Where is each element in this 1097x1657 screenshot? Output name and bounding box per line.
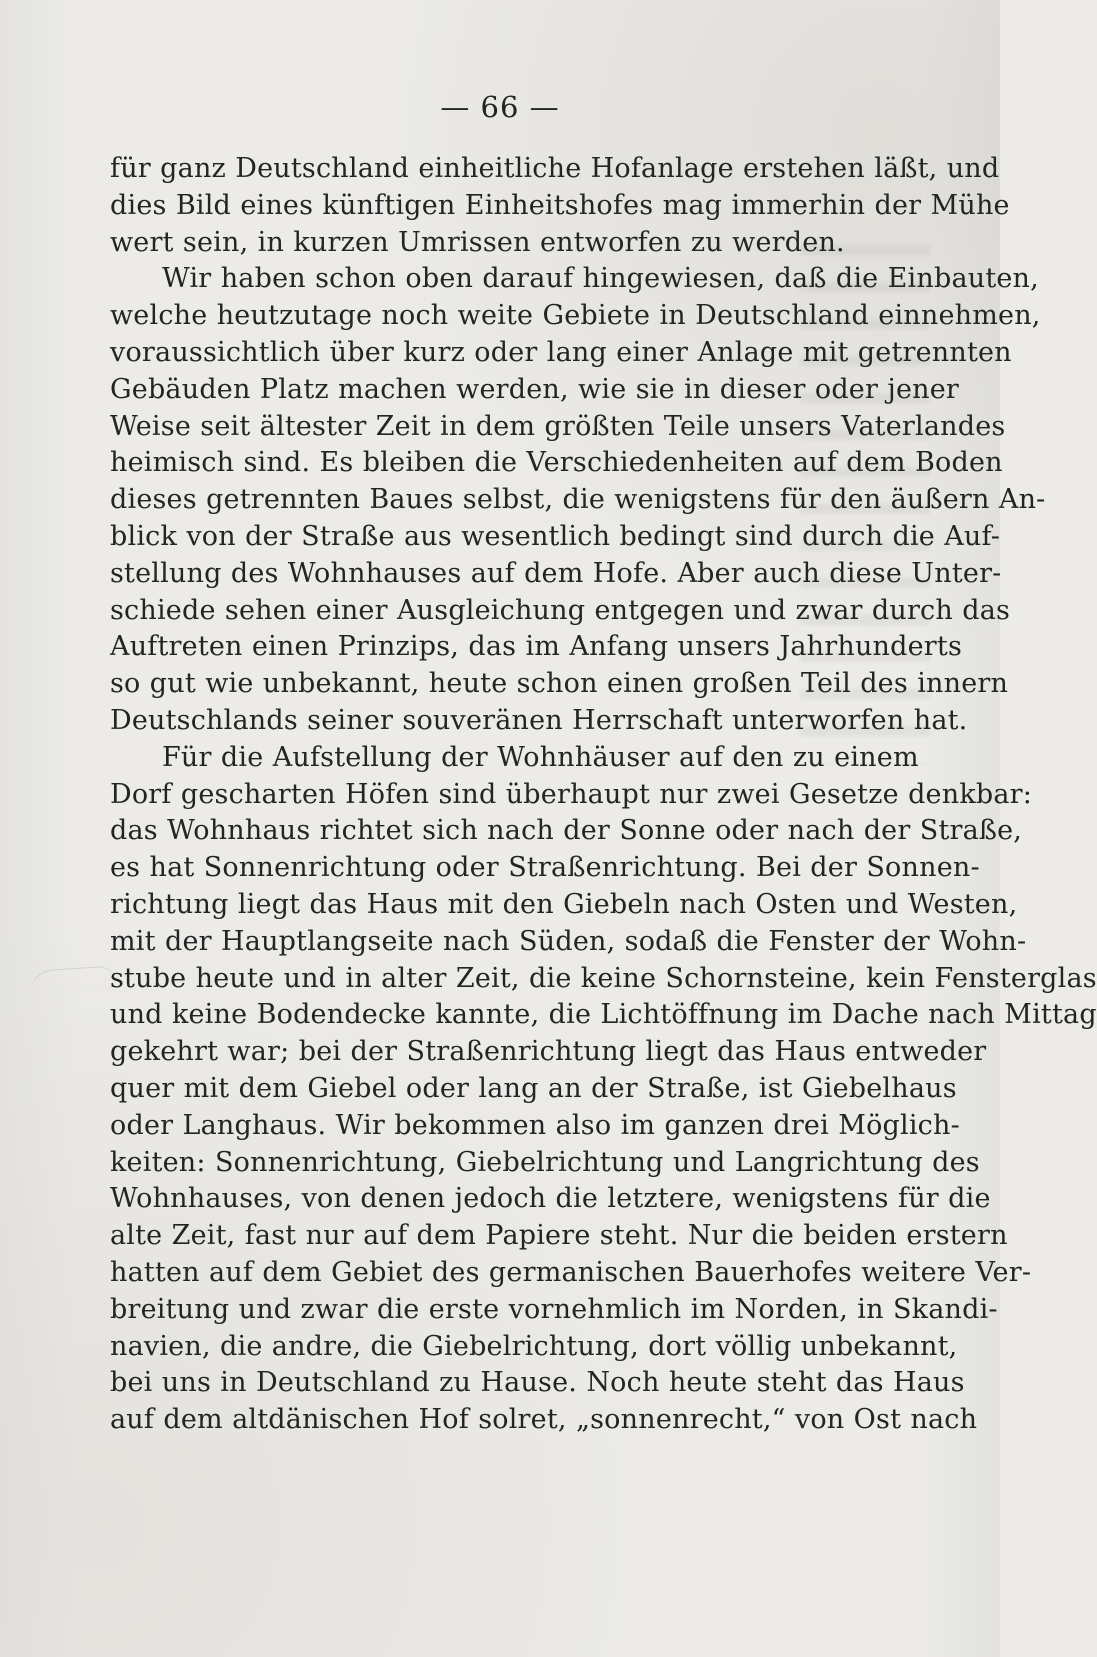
text-line: wert sein, in kurzen Umrissen entworfen zu werden. [110, 226, 845, 258]
text-line: Dorf gescharten Höfen sind überhaupt nur zwei Gesetze denkbar: [110, 778, 1033, 810]
text-line: richtung liegt das Haus mit den Giebeln nach Osten und Westen, [110, 888, 1018, 920]
text-line: navien, die andre, die Giebelrichtung, dort völlig unbekannt, [110, 1330, 958, 1362]
text-line: hatten auf dem Gebiet des germanischen Bauerhofes weitere Ver- [110, 1256, 1032, 1288]
text-line: blick von der Straße aus wesentlich bedingt sind durch die Auf- [110, 520, 1001, 552]
text-line: Weise seit ältester Zeit in dem größten Teile unsers Vaterlandes [110, 410, 1006, 442]
text-line: Deutschlands seiner souveränen Herrschaft unterworfen hat. [110, 704, 968, 736]
text-line: gekehrt war; bei der Straßenrichtung liegt das Haus entweder [110, 1036, 987, 1068]
text-line: mit der Hauptlangseite nach Süden, sodaß die Fenster der Wohn- [110, 925, 1027, 957]
text-line: bei uns in Deutschland zu Hause. Noch heute steht das Haus [110, 1367, 965, 1399]
text-line: für ganz Deutschland einheitliche Hofanlage erstehen läßt, und [110, 153, 1000, 184]
text-line: welche heutzutage noch weite Gebiete in Deutschland einnehmen, [110, 300, 1041, 332]
text-line: oder Langhaus. Wir bekommen also im ganzen drei Möglich- [110, 1109, 960, 1141]
text-line: es hat Sonnenrichtung oder Straßenrichtung. Bei der Sonnen- [110, 852, 980, 884]
text-line: auf dem altdänischen Hof solret, „sonnenrecht,“ von Ost nach [110, 1404, 978, 1436]
text-line: dies Bild eines künftigen Einheitshofes mag immerhin der Mühe [110, 189, 1010, 221]
text-line: das Wohnhaus richtet sich nach der Sonne oder nach der Straße, [110, 815, 1023, 847]
text-line: Für die Aufstellung der Wohnhäuser auf den zu einem [162, 741, 919, 773]
text-line: dieses getrennten Baues selbst, die wenigstens für den äußern An- [110, 484, 1046, 516]
text-line: stellung des Wohnhauses auf dem Hofe. Aber auch diese Unter- [110, 557, 1002, 589]
text-line: schiede sehen einer Ausgleichung entgegen und zwar durch das [110, 594, 1011, 626]
text-line: heimisch sind. Es bleiben die Verschiedenheiten auf dem Boden [110, 447, 1003, 479]
text-line: Gebäuden Platz machen werden, wie sie in dieser oder jener [110, 373, 959, 405]
text-line: und keine Bodendecke kannte, die Lichtöffnung im Dache nach Mittag [110, 999, 1097, 1031]
text-line: keiten: Sonnenrichtung, Giebelrichtung und Langrichtung des [110, 1146, 980, 1178]
text-line: stube heute und in alter Zeit, die keine Schornsteine, kein Fensterglas [110, 962, 1097, 994]
text-line: Wohnhauses, von denen jedoch die letztere, wenigstens für die [110, 1183, 991, 1215]
margin-pencil-mark [29, 965, 120, 994]
text-line: Auftreten einen Prinzips, das im Anfang unsers Jahrhunderts [110, 631, 963, 663]
body-text [110, 151, 1097, 1439]
text-line: breitung und zwar die erste vornehmlich im Norden, in Skandi- [110, 1293, 998, 1325]
text-line: Wir haben schon oben darauf hingewiesen, daß die Einbauten, [162, 263, 1039, 295]
text-line: so gut wie unbekannt, heute schon einen großen Teil des innern [110, 668, 1009, 700]
text-line: quer mit dem Giebel oder lang an der Straße, ist Giebelhaus [110, 1072, 957, 1104]
page-number: — 66 — [440, 90, 560, 124]
text-line: voraussichtlich über kurz oder lang einer Anlage mit getrennten [110, 336, 1012, 368]
text-line: alte Zeit, fast nur auf dem Papiere steht. Nur die beiden erstern [110, 1220, 1008, 1252]
